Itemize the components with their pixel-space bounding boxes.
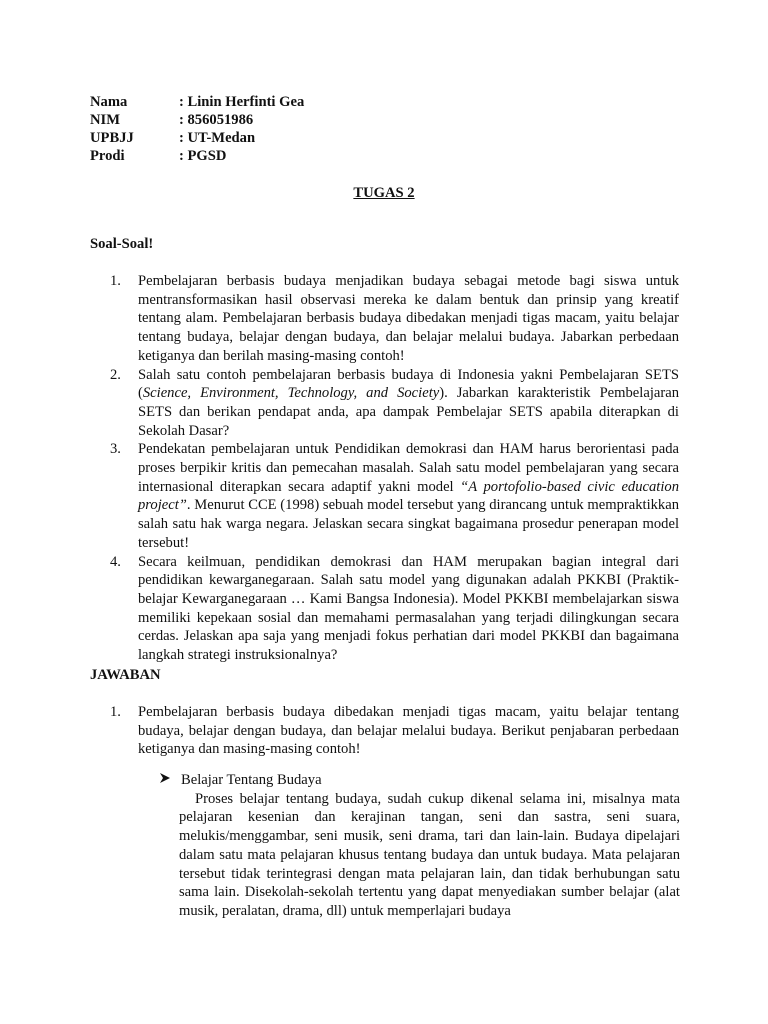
- question-text: Salah satu contoh pembelajaran berbasis budaya di Indonesia yakni Pembelajaran SETS (: [138, 366, 679, 402]
- jawaban-heading: JAWABAN: [90, 667, 161, 683]
- question-text: Pendekatan pembelajaran untuk Pendidikan demokrasi dan HAM harus berorientasi pada proses berpikir kritis dan pemecahan masalah. Salah satu model pembelajaran yang secara internasional diterapkan secara adaptif yakni model: [138, 441, 679, 495]
- list-number: 3.: [110, 441, 121, 458]
- sub-section-heading: Belajar Tentang Budaya: [181, 772, 322, 788]
- question-item: [110, 440, 679, 552]
- soal-heading: Soal-Soal!: [90, 236, 154, 252]
- sub-section-body: Proses belajar tentang budaya, sudah cukup dikenal selama ini, misalnya mata pelajaran kesenian dan kerajinan tangan, seni dan sastra, seni suara, melukis/menggambar, seni musik, seni drama, tari dan lain-lain. Budaya dipelajari dalam satu mata pelajaran khusus tentang budaya dan untuk budaya. Mata pelajaran tersebut tidak terintegrasi dengan mata pelajaran lain, dan tidak berhubungan satu sama lain. Disekolah-sekolah tertentu yang dapat menyediakan sumber belajar (alat musik, peralatan, drama, dll) untuk memperlajari budaya: [179, 790, 680, 919]
- info-value: : PGSD: [179, 148, 227, 164]
- list-number: 1.: [110, 273, 121, 289]
- list-number: 1.: [110, 704, 121, 720]
- info-value: : 856051986: [179, 112, 254, 128]
- arrow-bullet-icon-svg: [159, 772, 171, 784]
- sub-section-belajar-tentang-budaya: [159, 771, 680, 921]
- arrow-bullet-icon: [159, 771, 181, 790]
- info-row-upbjj: [90, 129, 304, 147]
- question-item: [110, 366, 679, 441]
- info-row-prodi: [90, 147, 304, 165]
- question-text: Pembelajaran berbasis budaya menjadikan budaya sebagai metode bagi siswa untuk mentransformasikan hasil observasi mereka ke dalam bentuk dan prinsip yang kreatif tentang alam. Pembelajaran berbasis budaya dibedakan menjadi tigas macam, yaitu belajar tentang budaya, belajar dengan budaya, dan belajar melalui budaya. Jabarkan perbedaan ketiganya dan berilah masing-masing contoh!: [138, 273, 679, 364]
- info-value: : Linin Herfinti Gea: [179, 94, 305, 110]
- question-text: Secara keilmuan, pendidikan demokrasi dan HAM merupakan bagian integral dari pendidikan kewarganegaraan. Salah satu model yang digunakan adalah PKKBI (Praktik-belajar Kewarganegaraan … Kami Bangsa Indonesia). Model PKKBI membelajarkan siswa memiliki kepekaan sosial dan memahami permasalahan yang terjadi dilingkungan secara cerdas. Jelaskan apa saja yang menjadi fokus perhatian dari model PKKBI dan bagaimana langkah strategi instruksionalnya?: [138, 553, 679, 664]
- question-item: [110, 272, 679, 366]
- info-value: : UT-Medan: [179, 130, 256, 146]
- question-emphasis: Science, Environment, Technology, and Society: [142, 385, 440, 402]
- question-item: [110, 553, 679, 665]
- document-title: TUGAS 2: [353, 185, 415, 201]
- info-label: Prodi: [90, 148, 125, 164]
- question-list: [110, 272, 679, 665]
- question-emphasis: “A portofolio-based civic education project”: [138, 478, 679, 514]
- info-label: Nama: [90, 94, 128, 110]
- info-row-nim: [90, 111, 304, 129]
- question-text: . Menurut CCE (1998) sebuah model tersebut yang dirancang untuk mempraktikkan salah satu hak warga negara. Jelaskan secara singkat bagaimana prosedur penerapan model tersebut!: [138, 497, 679, 551]
- question-text: ). Jabarkan karakteristik Pembelajaran SETS dan berikan pendapat anda, apa dampak Pembelajar SETS apabila diterapkan di Sekolah Dasar?: [138, 385, 679, 439]
- info-row-nama: [90, 93, 304, 111]
- list-number: 2.: [110, 366, 121, 383]
- sub-section-heading-row: [159, 771, 680, 790]
- info-label: NIM: [90, 112, 120, 128]
- answer-list: [110, 703, 679, 759]
- answer-item: [110, 703, 679, 759]
- answer-text: Pembelajaran berbasis budaya dibedakan menjadi tigas macam, yaitu belajar tentang budaya, belajar dengan budaya, dan belajar melalui budaya. Berikut penjabaran perbedaan ketiganya dan masing-masing contoh!: [138, 704, 679, 758]
- list-number: 4.: [110, 553, 121, 570]
- info-label: UPBJJ: [90, 130, 134, 146]
- student-info: [90, 93, 304, 165]
